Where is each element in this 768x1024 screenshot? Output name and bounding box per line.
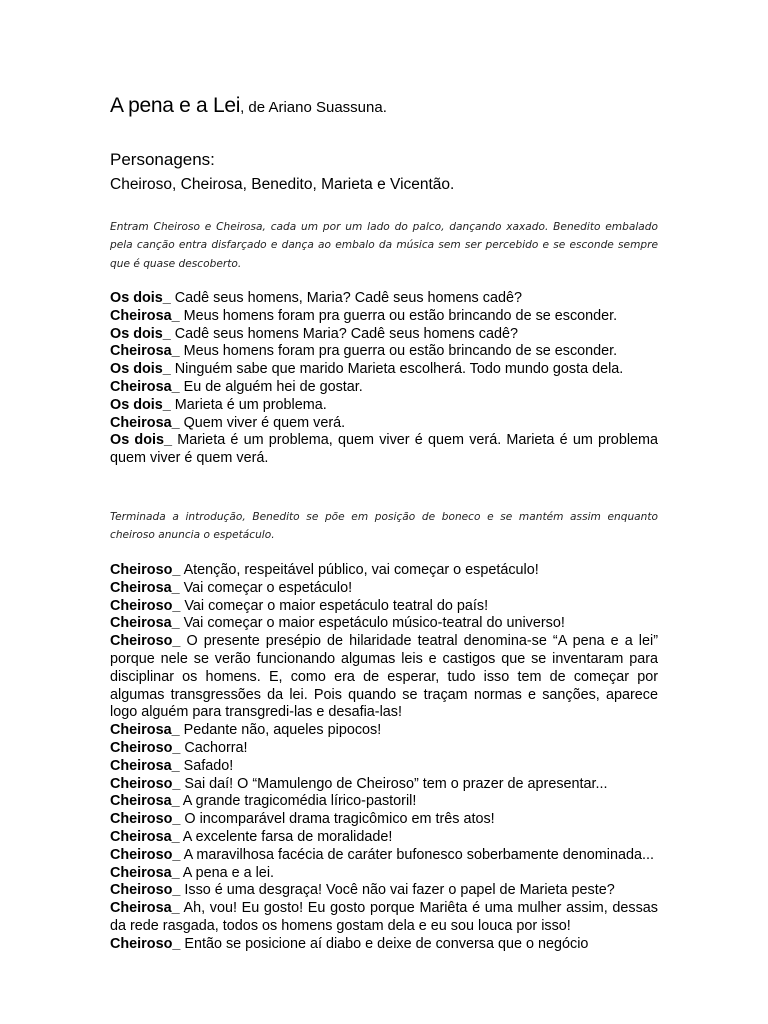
speech-text: Sai daí! O “Mamulengo de Cheiroso” tem o prazer de apresentar... xyxy=(180,775,608,792)
speaker-name: Cheiroso_ xyxy=(110,633,181,650)
speaker-name: Cheiroso_ xyxy=(110,846,181,863)
speech-text: Eu de alguém hei de gostar. xyxy=(179,378,363,395)
speech-text: Atenção, respeitável público, vai começar o espetáculo! xyxy=(180,562,539,578)
dialogue-line xyxy=(110,415,658,433)
dialogue-line xyxy=(110,615,658,633)
speaker-name: Cheirosa_ xyxy=(110,900,180,917)
dialogue-line xyxy=(110,722,658,740)
speech-text: Marieta é um problema, quem viver é quem verá. Marieta é um problema quem viver é quem verá. xyxy=(110,432,659,467)
dialogue-line xyxy=(110,598,658,616)
speaker-name: Cheiroso_ xyxy=(110,775,181,792)
speech-text: A grande tragicomédia lírico-pastoril! xyxy=(179,793,417,810)
dialogue-line xyxy=(110,776,658,794)
dialogue-line xyxy=(110,865,658,883)
speaker-name: Cheiroso_ xyxy=(110,882,181,899)
dialogue-line xyxy=(110,308,658,326)
dialogue-line xyxy=(110,882,658,900)
personagens-list: Cheiroso, Cheirosa, Benedito, Marieta e Vicentão. xyxy=(110,176,455,193)
speech-text: Então se posicione aí diabo e deixe de conversa que o negócio xyxy=(180,935,589,952)
speaker-name: Cheirosa_ xyxy=(110,722,180,739)
stage-direction-1: Entram Cheiroso e Cheirosa, cada um por um lado do palco, dançando xaxado. Benedito embalado pela canção entra disfarçado e dança ao embalo da música sem ser percebido e se esconde sempre que é quase descoberto. xyxy=(110,221,658,270)
speaker-name: Cheiroso_ xyxy=(110,562,181,578)
document-title xyxy=(110,94,387,118)
speech-text: Safado! xyxy=(179,757,234,774)
speaker-name: Cheirosa_ xyxy=(110,828,180,845)
speaker-name: Cheiroso_ xyxy=(110,811,181,828)
speaker-name: Cheirosa_ xyxy=(110,378,180,395)
speech-text: Pedante não, aqueles pipocos! xyxy=(179,722,382,739)
dialogue-line xyxy=(110,397,658,415)
dialogue-line xyxy=(110,740,658,758)
dialogue-line xyxy=(110,811,658,829)
speech-text: A pena e a lei. xyxy=(179,864,275,881)
speech-text: Marieta é um problema. xyxy=(170,396,327,413)
speech-text: Vai começar o espetáculo! xyxy=(179,579,353,596)
dialogue-line xyxy=(110,847,658,865)
speaker-name: Os dois_ xyxy=(110,361,171,378)
speaker-name: Os dois_ xyxy=(110,325,171,342)
author-line: , de Ariano Suassuna. xyxy=(240,99,387,116)
dialogue-block-2 xyxy=(110,562,658,954)
speaker-name: Cheirosa_ xyxy=(110,615,180,632)
dialogue-line xyxy=(110,343,658,361)
speaker-name: Os dois_ xyxy=(110,432,172,449)
speaker-name: Os dois_ xyxy=(110,290,171,306)
speaker-name: Cheirosa_ xyxy=(110,864,180,881)
speech-text: Ah, vou! Eu gosto! Eu gosto porque Mariêta é uma mulher assim, dessas da rede rasgada, todos os homens gostam dela e eu sou louca por isso! xyxy=(110,900,658,934)
speaker-name: Cheirosa_ xyxy=(110,757,180,774)
speech-text: O incomparável drama tragicômico em três atos! xyxy=(180,811,495,828)
dialogue-line xyxy=(110,379,658,397)
speech-text: O presente presépio de hilaridade teatral denomina-se “A pena e a lei” porque nele se verão funcionando algumas leis e castigos que se inventaram para disciplinar os homens. E, como era de esperar, tudo isso tem de começar por algumas transgressões da lei. Pois quando se traçam normas e sanções, aparece logo alguém para transgredi-las e desafia-las! xyxy=(110,633,658,721)
speaker-name: Cheiroso_ xyxy=(110,935,181,952)
speech-text: Cachorra! xyxy=(180,739,248,756)
dialogue-line xyxy=(110,361,658,379)
speaker-name: Cheirosa_ xyxy=(110,793,180,810)
speaker-name: Cheirosa_ xyxy=(110,343,180,360)
dialogue-line xyxy=(110,633,658,722)
speech-text: Vai começar o maior espetáculo músico-teatral do universo! xyxy=(179,615,565,632)
dialogue-line xyxy=(110,758,658,776)
dialogue-line xyxy=(110,432,658,468)
speech-text: A excelente farsa de moralidade! xyxy=(179,828,393,845)
dialogue-line xyxy=(110,562,658,580)
dialogue-line xyxy=(110,936,658,954)
speech-text: Isso é uma desgraça! Você não vai fazer o papel de Marieta peste? xyxy=(180,882,615,899)
speech-text: Meus homens foram pra guerra ou estão brincando de se esconder. xyxy=(179,343,618,360)
speech-text: Ninguém sabe que marido Marieta escolherá. Todo mundo gosta dela. xyxy=(170,361,624,378)
speech-text: Cadê seus homens, Maria? Cadê seus homens cadê? xyxy=(170,290,522,306)
speech-text: A maravilhosa facécia de caráter bufonesco soberbamente denominada... xyxy=(180,846,654,863)
dialogue-line xyxy=(110,290,658,308)
speech-text: Cadê seus homens Maria? Cadê seus homens cadê? xyxy=(170,325,518,342)
dialogue-line xyxy=(110,829,658,847)
speaker-name: Cheirosa_ xyxy=(110,307,180,324)
personagens-heading: Personagens: xyxy=(110,150,215,169)
speaker-name: Cheiroso_ xyxy=(110,597,181,614)
speech-text: Quem viver é quem verá. xyxy=(179,414,346,431)
speaker-name: Cheirosa_ xyxy=(110,414,180,431)
dialogue-line xyxy=(110,793,658,811)
stage-direction-2: Terminada a introdução, Benedito se põe em posição de boneco e se mantém assim enquanto cheiroso anuncia o espetáculo. xyxy=(110,511,658,542)
speaker-name: Os dois_ xyxy=(110,396,171,413)
speech-text: Vai começar o maior espetáculo teatral do país! xyxy=(180,597,489,614)
dialogue-line xyxy=(110,326,658,344)
dialogue-line xyxy=(110,900,658,936)
dialogue-block-1 xyxy=(110,290,658,468)
speaker-name: Cheirosa_ xyxy=(110,579,180,596)
dialogue-line xyxy=(110,580,658,598)
play-title: A pena e a Lei xyxy=(110,94,241,117)
speaker-name: Cheiroso_ xyxy=(110,739,181,756)
speech-text: Meus homens foram pra guerra ou estão brincando de se esconder. xyxy=(179,307,618,324)
